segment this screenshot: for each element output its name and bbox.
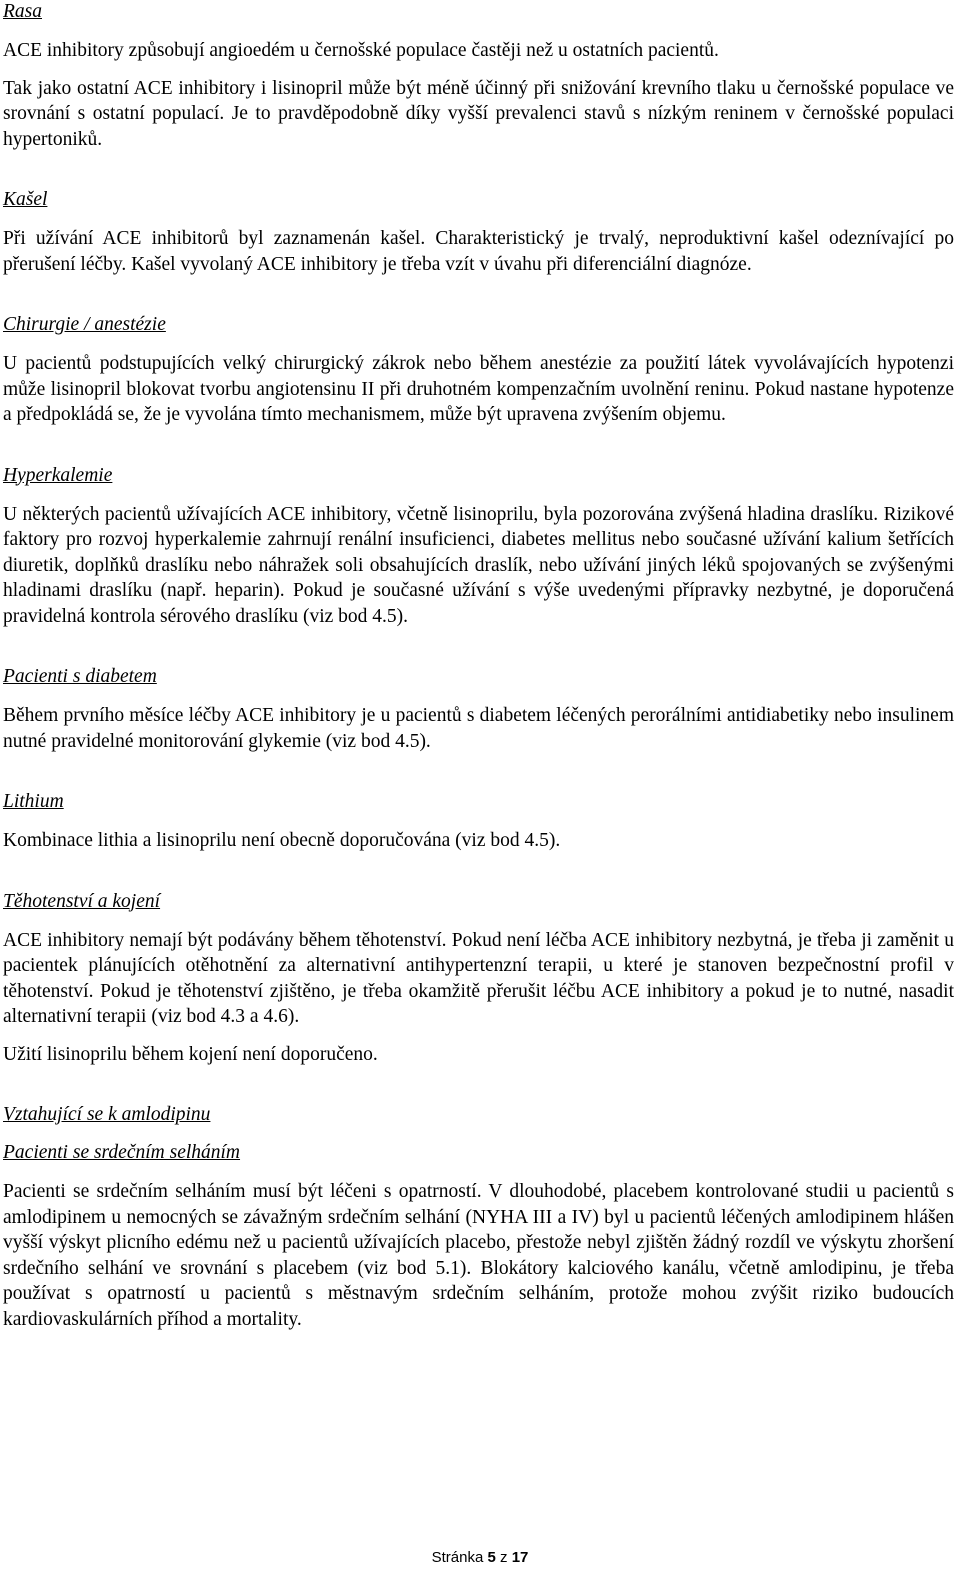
section-paragraph: U pacientů podstupujících velký chirurgický zákrok nebo během anestézie za použití látek vyvolávajících hypotenzi může lisinopril blokovat tvorbu angiotensinu II při druhotném kompenzačním uvolnění reninu. Pokud nastane hypotenze a předpokládá se, že je vyvolána tímto mechanismem, může být upravena zvýšením objemu. bbox=[3, 353, 954, 425]
section-paragraph: Kombinace lithia a lisinoprilu není obecně doporučována (viz bod 4.5). bbox=[3, 830, 561, 851]
footer-page-label: Stránka bbox=[431, 1549, 484, 1566]
footer-current-page: 5 bbox=[487, 1549, 496, 1566]
footer-total-pages: 17 bbox=[511, 1549, 529, 1566]
section-paragraph: Tak jako ostatní ACE inhibitory i lisinopril může být méně účinný při snižování krevního tlaku u černošské populace ve srovnání s ostatní populací. Je to pravděpodobně díky vyšší prevalenci stavů s nízkým reninem v černošské populaci hypertoniků. bbox=[3, 77, 954, 150]
section-heading-rasa: Rasa bbox=[3, 1, 42, 22]
section-paragraph: ACE inhibitory způsobují angioedém u černošské populace častěji než u ostatních pacientů. bbox=[3, 40, 719, 61]
section-paragraph: U některých pacientů užívajících ACE inhibitory, včetně lisinoprilu, byla pozorována zvýšená hladina draslíku. Rizikové faktory pro rozvoj hyperkalemie zahrnují renální insuficienci, diabetes mellitus nebo současné užívání kalium šetřících diuretik, doplňků draslíku nebo náhražek soli obsahujících draslík, nebo užívání jiných léků spojovaných se zvýšenými hladinami draslíku (např. heparin). Pokud je současné užívání s výše uvedenými přípravky nezbytné, je doporučená pravidelná kontrola sérového draslíku (viz bod 4.5). bbox=[3, 503, 954, 627]
section-heading-lithium: Lithium bbox=[3, 791, 64, 812]
section-heading-kasel: Kašel bbox=[3, 189, 48, 210]
section-paragraph: ACE inhibitory nemají být podávány během těhotenství. Pokud není léčba ACE inhibitory nezbytná, je třeba ji zaměnit u pacientek plánujících otěhotnění za alternativní antihypertenzní terapii, u které je stanoven bezpečnostní profil v těhotenství. Pokud je těhotenství zjištěno, je třeba okamžitě přerušit léčbu ACE inhibitory a pokud je to nutné, nasadit alternativní terapii (viz bod 4.3 a 4.6). bbox=[3, 929, 954, 1027]
section-heading-diabetes: Pacienti s diabetem bbox=[3, 666, 157, 687]
document-page bbox=[3, 0, 954, 1332]
section-heading-chirurgie: Chirurgie / anestézie bbox=[3, 314, 166, 335]
page-footer bbox=[0, 1549, 960, 1567]
subsection-heading-heart-failure: Pacienti se srdečním selháním bbox=[3, 1142, 241, 1163]
section-heading-amlodipine: Vztahující se k amlodipinu bbox=[3, 1104, 211, 1125]
section-heading-pregnancy: Těhotenství a kojení bbox=[3, 890, 161, 912]
section-paragraph: Během prvního měsíce léčby ACE inhibitory je u pacientů s diabetem léčených perorálními antidiabetiky nebo insulinem nutné pravidelné monitorování glykemie (viz bod 4.5). bbox=[3, 705, 954, 752]
footer-of-label: z bbox=[500, 1549, 508, 1566]
section-paragraph: Při užívání ACE inhibitorů byl zaznamenán kašel. Charakteristický je trvalý, neproduktivní kašel odeznívající po přerušení léčby. Kašel vyvolaný ACE inhibitory je třeba vzít v úvahu při diferenciální diagnóze. bbox=[3, 228, 954, 275]
section-paragraph: Užití lisinoprilu během kojení není doporučeno. bbox=[3, 1043, 378, 1065]
section-paragraph: Pacienti se srdečním selháním musí být léčeni s opatrností. V dlouhodobé, placebem kontrolované studii u pacientů s amlodipinem u nemocných se závažným srdečním selhání (NYHA III a IV) byl u pacientů léčených amlodipinem hlášen vyšší výskyt plicního edému než u pacientů užívajících placebo, přestože nebyl zjištěn žádný rozdíl ve výskytu zhoršení srdečního selhání ve srovnání s placebem (viz bod 5.1). Blokátory kalciového kanálu, včetně amlodipinu, je třeba používat s opatrností u pacientů s městnavým srdečním selháním, protože mohou zvýšit riziko budoucích kardiovaskulárních příhod a mortality. bbox=[3, 1181, 954, 1330]
section-heading-hyperkalemie: Hyperkalemie bbox=[3, 464, 113, 486]
